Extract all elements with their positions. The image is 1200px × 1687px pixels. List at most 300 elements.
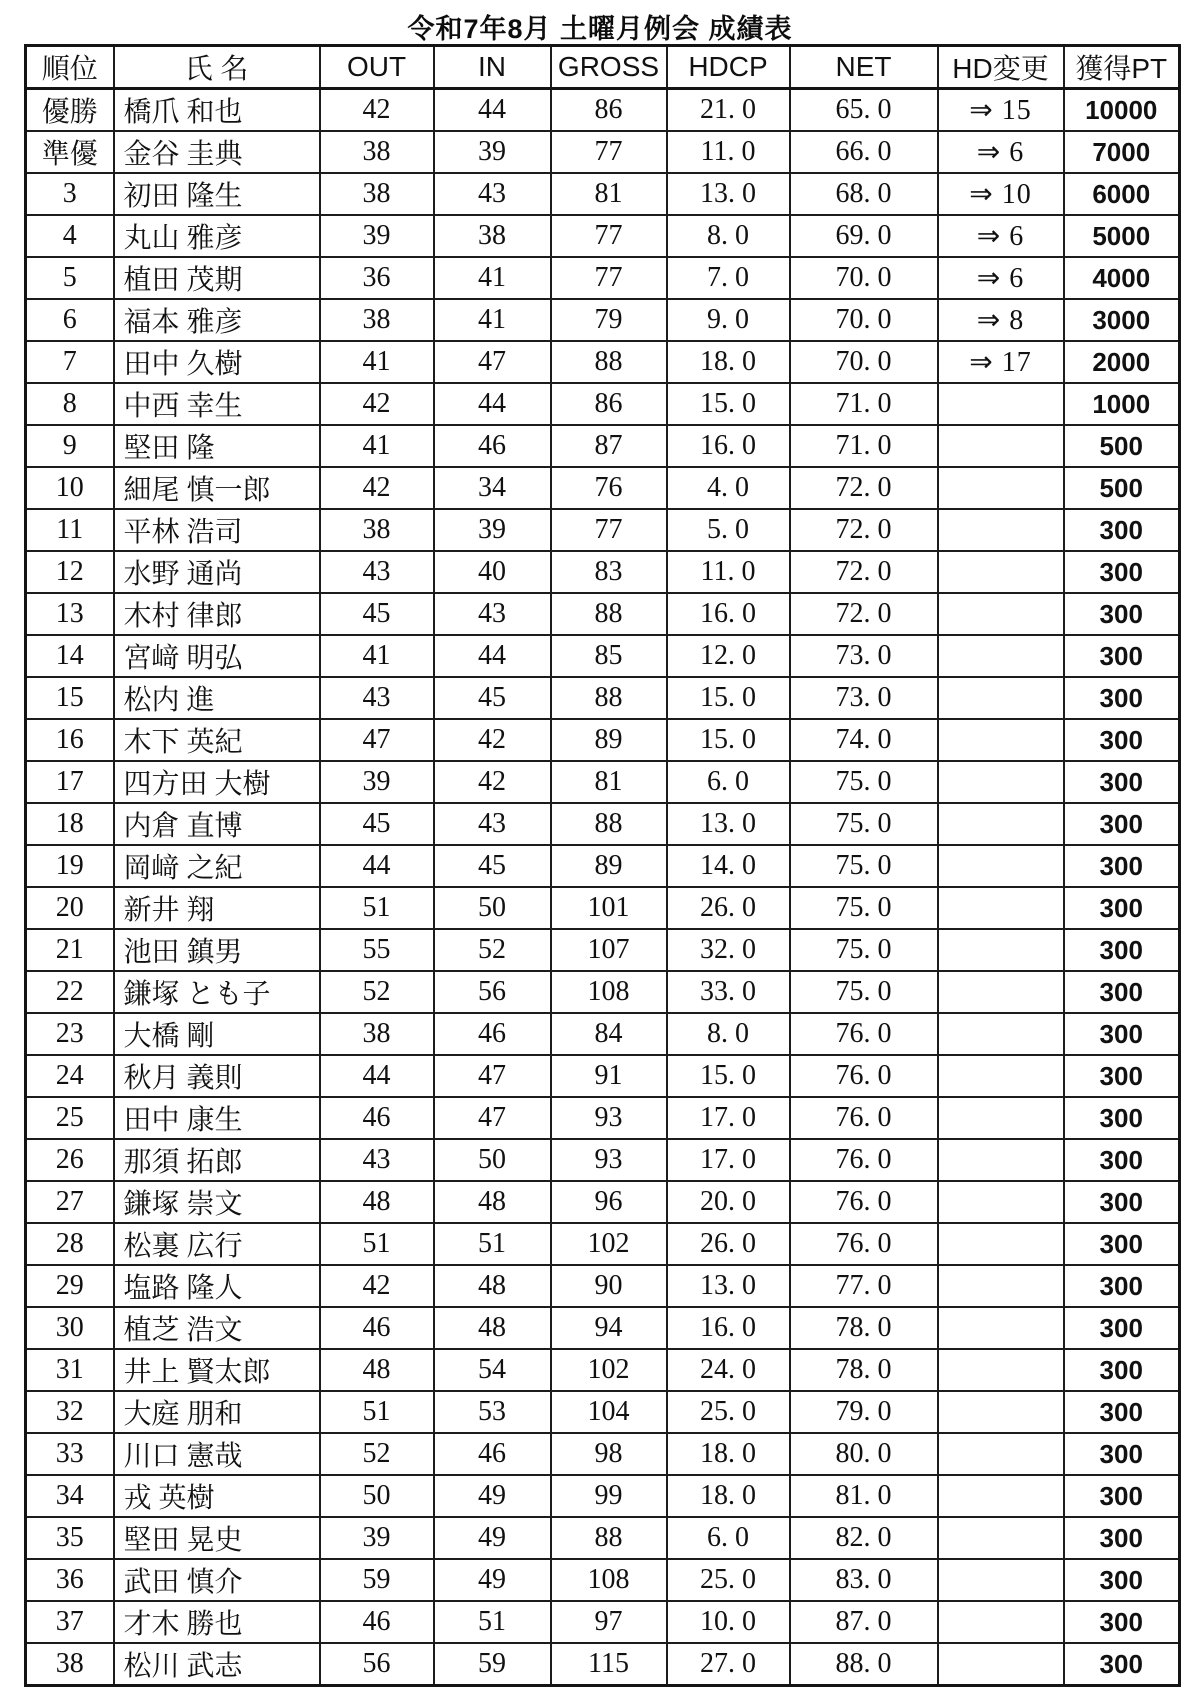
hdcp-cell: 6. 0 <box>667 1517 790 1559</box>
hd-change-cell <box>938 1349 1064 1391</box>
hd-change-cell <box>938 1223 1064 1265</box>
hdcp-cell: 16. 0 <box>667 425 790 467</box>
hdcp-cell: 15. 0 <box>667 677 790 719</box>
rank-cell: 12 <box>26 551 114 593</box>
net-cell: 87. 0 <box>790 1601 938 1643</box>
table-row <box>26 383 1180 425</box>
out-cell: 45 <box>320 593 434 635</box>
rank-cell: 優勝 <box>26 89 114 132</box>
out-cell: 39 <box>320 1517 434 1559</box>
table-row <box>26 887 1180 929</box>
name-cell: 松川 武志 <box>114 1643 320 1686</box>
hd-change-cell <box>938 383 1064 425</box>
in-cell: 51 <box>434 1601 551 1643</box>
net-cell: 77. 0 <box>790 1265 938 1307</box>
name-cell: 井上 賢太郎 <box>114 1349 320 1391</box>
name-cell: 田中 康生 <box>114 1097 320 1139</box>
rank-cell: 14 <box>26 635 114 677</box>
rank-cell: 10 <box>26 467 114 509</box>
out-cell: 59 <box>320 1559 434 1601</box>
hdcp-cell: 33. 0 <box>667 971 790 1013</box>
rank-cell: 準優 <box>26 131 114 173</box>
out-cell: 46 <box>320 1307 434 1349</box>
table-row <box>26 929 1180 971</box>
out-cell: 38 <box>320 509 434 551</box>
in-cell: 45 <box>434 845 551 887</box>
net-cell: 70. 0 <box>790 341 938 383</box>
hd-change-cell <box>938 593 1064 635</box>
out-cell: 43 <box>320 677 434 719</box>
table-row <box>26 635 1180 677</box>
in-cell: 44 <box>434 89 551 132</box>
gross-cell: 89 <box>551 719 667 761</box>
hd-change-cell <box>938 1013 1064 1055</box>
hd-change-cell <box>938 1181 1064 1223</box>
gross-cell: 101 <box>551 887 667 929</box>
name-cell: 堅田 隆 <box>114 425 320 467</box>
net-cell: 66. 0 <box>790 131 938 173</box>
in-cell: 51 <box>434 1223 551 1265</box>
table-row <box>26 131 1180 173</box>
hd-change-cell <box>938 1139 1064 1181</box>
in-cell: 41 <box>434 257 551 299</box>
hd-change-cell: ⇒ 17 <box>938 341 1064 383</box>
gross-cell: 77 <box>551 509 667 551</box>
in-cell: 50 <box>434 1139 551 1181</box>
points-cell: 2000 <box>1064 341 1180 383</box>
table-row <box>26 719 1180 761</box>
header-points: 獲得PT <box>1064 46 1180 89</box>
name-cell: 鎌塚 崇文 <box>114 1181 320 1223</box>
gross-cell: 87 <box>551 425 667 467</box>
rank-cell: 32 <box>26 1391 114 1433</box>
net-cell: 75. 0 <box>790 761 938 803</box>
hd-change-cell <box>938 1097 1064 1139</box>
points-cell: 300 <box>1064 1517 1180 1559</box>
out-cell: 42 <box>320 1265 434 1307</box>
points-cell: 300 <box>1064 803 1180 845</box>
points-cell: 300 <box>1064 1349 1180 1391</box>
hdcp-cell: 18. 0 <box>667 1433 790 1475</box>
points-cell: 300 <box>1064 1559 1180 1601</box>
points-cell: 300 <box>1064 1475 1180 1517</box>
hd-change-cell <box>938 509 1064 551</box>
hdcp-cell: 26. 0 <box>667 887 790 929</box>
out-cell: 41 <box>320 341 434 383</box>
name-cell: 新井 翔 <box>114 887 320 929</box>
hdcp-cell: 11. 0 <box>667 131 790 173</box>
rank-cell: 24 <box>26 1055 114 1097</box>
hd-change-cell <box>938 887 1064 929</box>
table-row <box>26 761 1180 803</box>
net-cell: 75. 0 <box>790 803 938 845</box>
hdcp-cell: 13. 0 <box>667 1265 790 1307</box>
name-cell: 丸山 雅彦 <box>114 215 320 257</box>
header-hd-change: HD変更 <box>938 46 1064 89</box>
hd-change-cell <box>938 971 1064 1013</box>
name-cell: 内倉 直博 <box>114 803 320 845</box>
out-cell: 42 <box>320 383 434 425</box>
name-cell: 四方田 大樹 <box>114 761 320 803</box>
hd-change-cell: ⇒ 10 <box>938 173 1064 215</box>
out-cell: 41 <box>320 635 434 677</box>
hd-change-cell <box>938 1265 1064 1307</box>
out-cell: 39 <box>320 215 434 257</box>
hdcp-cell: 15. 0 <box>667 383 790 425</box>
out-cell: 55 <box>320 929 434 971</box>
rank-cell: 29 <box>26 1265 114 1307</box>
in-cell: 43 <box>434 593 551 635</box>
rank-cell: 17 <box>26 761 114 803</box>
gross-cell: 88 <box>551 593 667 635</box>
table-header-row <box>26 46 1180 89</box>
points-cell: 300 <box>1064 551 1180 593</box>
in-cell: 48 <box>434 1181 551 1223</box>
out-cell: 51 <box>320 1223 434 1265</box>
net-cell: 76. 0 <box>790 1097 938 1139</box>
rank-cell: 9 <box>26 425 114 467</box>
hdcp-cell: 8. 0 <box>667 1013 790 1055</box>
name-cell: 橋爪 和也 <box>114 89 320 132</box>
in-cell: 48 <box>434 1265 551 1307</box>
name-cell: 堅田 晃史 <box>114 1517 320 1559</box>
rank-cell: 36 <box>26 1559 114 1601</box>
hdcp-cell: 16. 0 <box>667 1307 790 1349</box>
results-table <box>24 44 1181 1687</box>
hd-change-cell <box>938 929 1064 971</box>
points-cell: 300 <box>1064 761 1180 803</box>
points-cell: 5000 <box>1064 215 1180 257</box>
hdcp-cell: 18. 0 <box>667 1475 790 1517</box>
hdcp-cell: 27. 0 <box>667 1643 790 1686</box>
name-cell: 木村 律郎 <box>114 593 320 635</box>
table-row <box>26 1097 1180 1139</box>
rank-cell: 18 <box>26 803 114 845</box>
gross-cell: 108 <box>551 1559 667 1601</box>
hdcp-cell: 13. 0 <box>667 803 790 845</box>
name-cell: 宮﨑 明弘 <box>114 635 320 677</box>
rank-cell: 35 <box>26 1517 114 1559</box>
table-row <box>26 89 1180 132</box>
out-cell: 43 <box>320 1139 434 1181</box>
table-row <box>26 845 1180 887</box>
gross-cell: 77 <box>551 131 667 173</box>
in-cell: 42 <box>434 761 551 803</box>
hd-change-cell <box>938 1559 1064 1601</box>
gross-cell: 99 <box>551 1475 667 1517</box>
in-cell: 44 <box>434 383 551 425</box>
in-cell: 52 <box>434 929 551 971</box>
net-cell: 72. 0 <box>790 551 938 593</box>
rank-cell: 28 <box>26 1223 114 1265</box>
out-cell: 36 <box>320 257 434 299</box>
name-cell: 松内 進 <box>114 677 320 719</box>
net-cell: 72. 0 <box>790 593 938 635</box>
gross-cell: 81 <box>551 761 667 803</box>
gross-cell: 115 <box>551 1643 667 1686</box>
in-cell: 47 <box>434 1055 551 1097</box>
net-cell: 75. 0 <box>790 971 938 1013</box>
rank-cell: 20 <box>26 887 114 929</box>
in-cell: 42 <box>434 719 551 761</box>
hdcp-cell: 17. 0 <box>667 1097 790 1139</box>
gross-cell: 76 <box>551 467 667 509</box>
name-cell: 田中 久樹 <box>114 341 320 383</box>
rank-cell: 23 <box>26 1013 114 1055</box>
in-cell: 53 <box>434 1391 551 1433</box>
out-cell: 45 <box>320 803 434 845</box>
points-cell: 300 <box>1064 887 1180 929</box>
gross-cell: 79 <box>551 299 667 341</box>
net-cell: 76. 0 <box>790 1181 938 1223</box>
gross-cell: 85 <box>551 635 667 677</box>
rank-cell: 38 <box>26 1643 114 1686</box>
in-cell: 40 <box>434 551 551 593</box>
gross-cell: 86 <box>551 383 667 425</box>
gross-cell: 88 <box>551 341 667 383</box>
out-cell: 42 <box>320 467 434 509</box>
rank-cell: 33 <box>26 1433 114 1475</box>
points-cell: 300 <box>1064 593 1180 635</box>
name-cell: 初田 隆生 <box>114 173 320 215</box>
table-row <box>26 1391 1180 1433</box>
points-cell: 300 <box>1064 1307 1180 1349</box>
out-cell: 51 <box>320 887 434 929</box>
rank-cell: 25 <box>26 1097 114 1139</box>
hdcp-cell: 4. 0 <box>667 467 790 509</box>
name-cell: 池田 鎮男 <box>114 929 320 971</box>
header-net: NET <box>790 46 938 89</box>
points-cell: 10000 <box>1064 89 1180 132</box>
net-cell: 73. 0 <box>790 635 938 677</box>
hdcp-cell: 15. 0 <box>667 719 790 761</box>
hdcp-cell: 14. 0 <box>667 845 790 887</box>
gross-cell: 97 <box>551 1601 667 1643</box>
hd-change-cell <box>938 1391 1064 1433</box>
hd-change-cell <box>938 803 1064 845</box>
gross-cell: 107 <box>551 929 667 971</box>
rank-cell: 5 <box>26 257 114 299</box>
table-row <box>26 509 1180 551</box>
hdcp-cell: 26. 0 <box>667 1223 790 1265</box>
points-cell: 7000 <box>1064 131 1180 173</box>
rank-cell: 8 <box>26 383 114 425</box>
table-row <box>26 1265 1180 1307</box>
points-cell: 300 <box>1064 1643 1180 1686</box>
out-cell: 51 <box>320 1391 434 1433</box>
out-cell: 38 <box>320 299 434 341</box>
name-cell: 大橋 剛 <box>114 1013 320 1055</box>
points-cell: 300 <box>1064 1391 1180 1433</box>
table-row <box>26 971 1180 1013</box>
hdcp-cell: 6. 0 <box>667 761 790 803</box>
hd-change-cell: ⇒ 6 <box>938 215 1064 257</box>
out-cell: 38 <box>320 1013 434 1055</box>
net-cell: 76. 0 <box>790 1013 938 1055</box>
in-cell: 49 <box>434 1559 551 1601</box>
hd-change-cell: ⇒ 15 <box>938 89 1064 132</box>
hd-change-cell <box>938 761 1064 803</box>
gross-cell: 93 <box>551 1097 667 1139</box>
points-cell: 6000 <box>1064 173 1180 215</box>
in-cell: 43 <box>434 173 551 215</box>
out-cell: 48 <box>320 1349 434 1391</box>
rank-cell: 21 <box>26 929 114 971</box>
out-cell: 41 <box>320 425 434 467</box>
hdcp-cell: 25. 0 <box>667 1391 790 1433</box>
out-cell: 38 <box>320 173 434 215</box>
gross-cell: 108 <box>551 971 667 1013</box>
rank-cell: 26 <box>26 1139 114 1181</box>
table-row <box>26 1601 1180 1643</box>
gross-cell: 98 <box>551 1433 667 1475</box>
points-cell: 300 <box>1064 1223 1180 1265</box>
net-cell: 80. 0 <box>790 1433 938 1475</box>
gross-cell: 81 <box>551 173 667 215</box>
hdcp-cell: 7. 0 <box>667 257 790 299</box>
hdcp-cell: 18. 0 <box>667 341 790 383</box>
net-cell: 75. 0 <box>790 887 938 929</box>
hd-change-cell <box>938 425 1064 467</box>
points-cell: 300 <box>1064 929 1180 971</box>
gross-cell: 84 <box>551 1013 667 1055</box>
gross-cell: 102 <box>551 1223 667 1265</box>
hd-change-cell: ⇒ 6 <box>938 131 1064 173</box>
hdcp-cell: 15. 0 <box>667 1055 790 1097</box>
in-cell: 54 <box>434 1349 551 1391</box>
net-cell: 88. 0 <box>790 1643 938 1686</box>
points-cell: 300 <box>1064 1013 1180 1055</box>
hd-change-cell <box>938 845 1064 887</box>
net-cell: 70. 0 <box>790 299 938 341</box>
hd-change-cell: ⇒ 6 <box>938 257 1064 299</box>
in-cell: 56 <box>434 971 551 1013</box>
hdcp-cell: 8. 0 <box>667 215 790 257</box>
in-cell: 46 <box>434 1433 551 1475</box>
table-row <box>26 1643 1180 1686</box>
gross-cell: 93 <box>551 1139 667 1181</box>
hd-change-cell <box>938 1307 1064 1349</box>
gross-cell: 88 <box>551 677 667 719</box>
name-cell: 福本 雅彦 <box>114 299 320 341</box>
points-cell: 300 <box>1064 509 1180 551</box>
net-cell: 79. 0 <box>790 1391 938 1433</box>
table-row <box>26 425 1180 467</box>
gross-cell: 77 <box>551 215 667 257</box>
hdcp-cell: 17. 0 <box>667 1139 790 1181</box>
net-cell: 71. 0 <box>790 425 938 467</box>
rank-cell: 4 <box>26 215 114 257</box>
points-cell: 300 <box>1064 1433 1180 1475</box>
table-row <box>26 1349 1180 1391</box>
out-cell: 44 <box>320 1055 434 1097</box>
rank-cell: 11 <box>26 509 114 551</box>
table-row <box>26 1055 1180 1097</box>
points-cell: 500 <box>1064 425 1180 467</box>
net-cell: 76. 0 <box>790 1139 938 1181</box>
in-cell: 59 <box>434 1643 551 1686</box>
rank-cell: 19 <box>26 845 114 887</box>
hdcp-cell: 21. 0 <box>667 89 790 132</box>
in-cell: 49 <box>434 1475 551 1517</box>
net-cell: 76. 0 <box>790 1055 938 1097</box>
points-cell: 4000 <box>1064 257 1180 299</box>
gross-cell: 88 <box>551 803 667 845</box>
hdcp-cell: 24. 0 <box>667 1349 790 1391</box>
table-row <box>26 215 1180 257</box>
in-cell: 44 <box>434 635 551 677</box>
hdcp-cell: 32. 0 <box>667 929 790 971</box>
name-cell: 細尾 慎一郎 <box>114 467 320 509</box>
net-cell: 75. 0 <box>790 929 938 971</box>
net-cell: 68. 0 <box>790 173 938 215</box>
net-cell: 65. 0 <box>790 89 938 132</box>
points-cell: 300 <box>1064 677 1180 719</box>
table-row <box>26 1223 1180 1265</box>
hd-change-cell <box>938 719 1064 761</box>
hd-change-cell <box>938 677 1064 719</box>
table-row <box>26 1433 1180 1475</box>
rank-cell: 22 <box>26 971 114 1013</box>
table-row <box>26 803 1180 845</box>
name-cell: 那須 拓郎 <box>114 1139 320 1181</box>
in-cell: 50 <box>434 887 551 929</box>
hdcp-cell: 10. 0 <box>667 1601 790 1643</box>
in-cell: 46 <box>434 425 551 467</box>
points-cell: 500 <box>1064 467 1180 509</box>
rank-cell: 3 <box>26 173 114 215</box>
in-cell: 47 <box>434 1097 551 1139</box>
in-cell: 34 <box>434 467 551 509</box>
name-cell: 戎 英樹 <box>114 1475 320 1517</box>
rank-cell: 16 <box>26 719 114 761</box>
rank-cell: 7 <box>26 341 114 383</box>
net-cell: 78. 0 <box>790 1349 938 1391</box>
table-row <box>26 677 1180 719</box>
in-cell: 47 <box>434 341 551 383</box>
name-cell: 鎌塚 とも子 <box>114 971 320 1013</box>
points-cell: 300 <box>1064 635 1180 677</box>
results-table-body <box>26 89 1180 1686</box>
out-cell: 39 <box>320 761 434 803</box>
hd-change-cell <box>938 467 1064 509</box>
net-cell: 70. 0 <box>790 257 938 299</box>
hd-change-cell <box>938 1643 1064 1686</box>
table-row <box>26 257 1180 299</box>
rank-cell: 27 <box>26 1181 114 1223</box>
rank-cell: 37 <box>26 1601 114 1643</box>
hd-change-cell: ⇒ 8 <box>938 299 1064 341</box>
name-cell: 塩路 隆人 <box>114 1265 320 1307</box>
name-cell: 植田 茂期 <box>114 257 320 299</box>
rank-cell: 15 <box>26 677 114 719</box>
gross-cell: 88 <box>551 1517 667 1559</box>
in-cell: 38 <box>434 215 551 257</box>
out-cell: 43 <box>320 551 434 593</box>
in-cell: 39 <box>434 131 551 173</box>
hdcp-cell: 5. 0 <box>667 509 790 551</box>
hdcp-cell: 25. 0 <box>667 1559 790 1601</box>
table-row <box>26 1517 1180 1559</box>
rank-cell: 30 <box>26 1307 114 1349</box>
net-cell: 82. 0 <box>790 1517 938 1559</box>
net-cell: 76. 0 <box>790 1223 938 1265</box>
table-row <box>26 467 1180 509</box>
hd-change-cell <box>938 551 1064 593</box>
table-row <box>26 551 1180 593</box>
net-cell: 72. 0 <box>790 467 938 509</box>
table-row <box>26 593 1180 635</box>
